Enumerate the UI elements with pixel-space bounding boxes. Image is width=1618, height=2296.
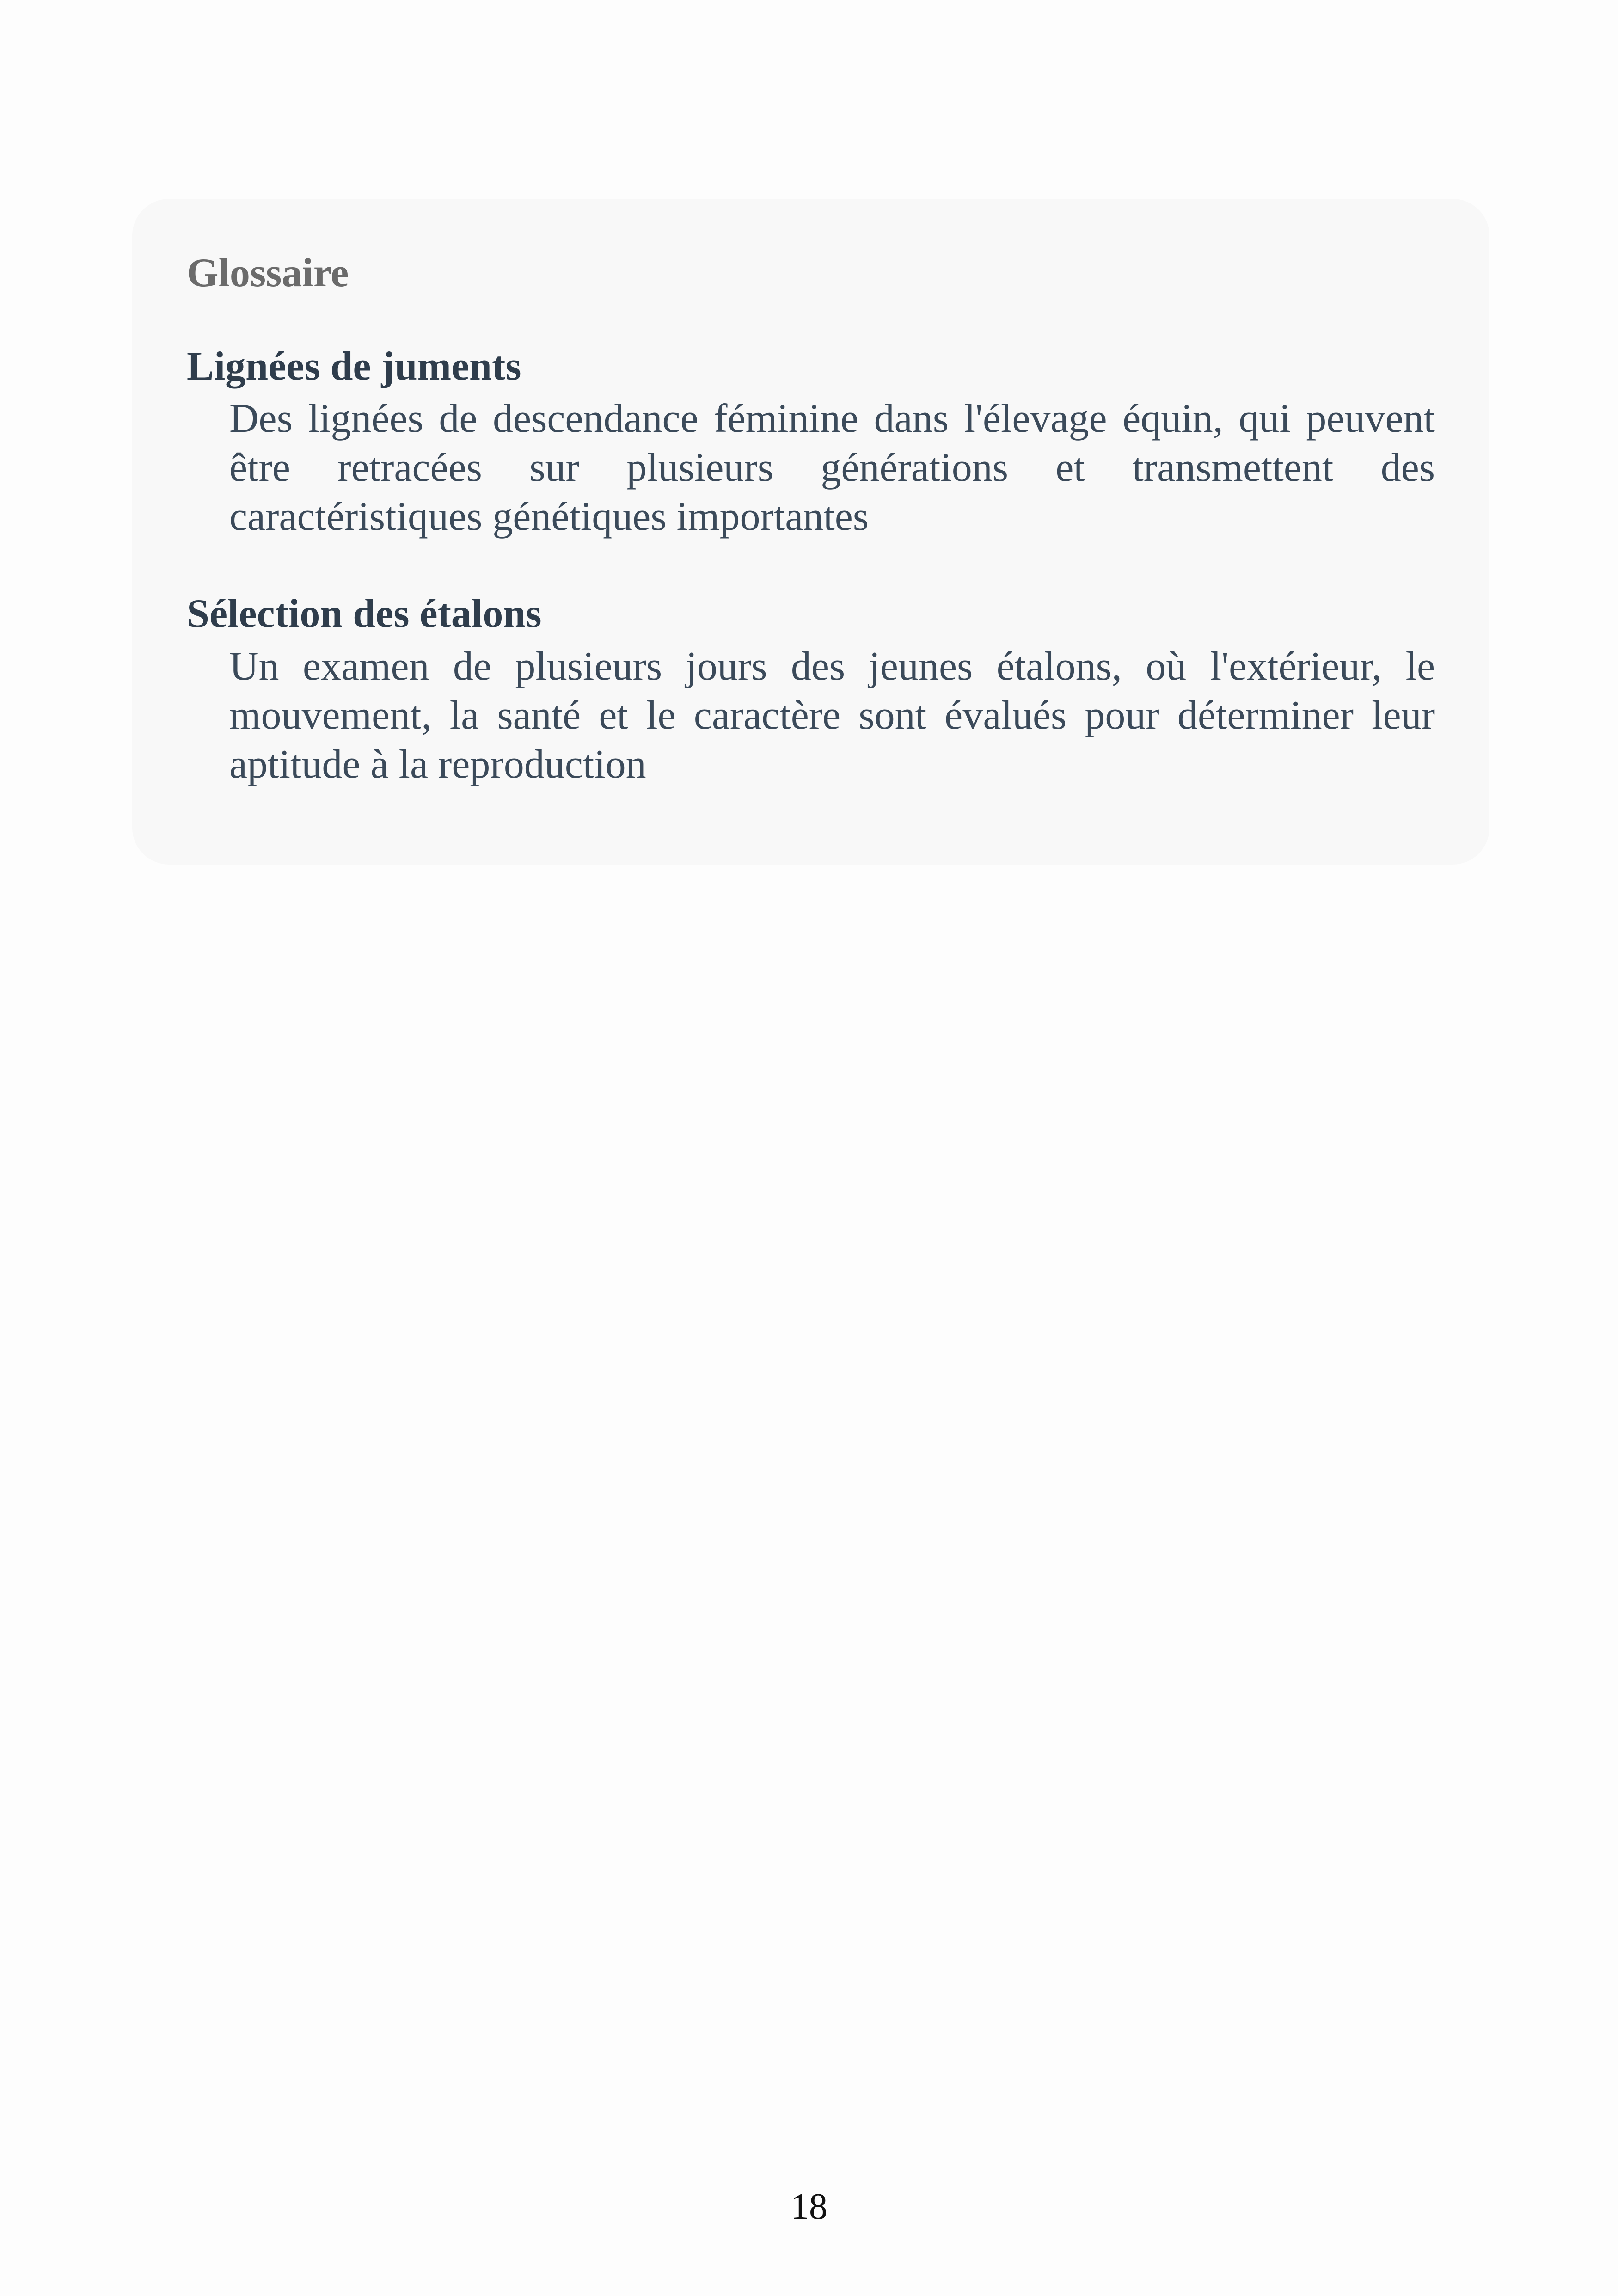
glossary-term: Lignées de juments [187,344,521,389]
glossary-entry [187,589,1435,789]
glossary-term: Sélection des étalons [187,591,542,637]
glossary-definition: Un examen de plusieurs jours des jeunes étalons, où l'extérieur, le mouvement, la santé et le caractère sont évalués pour déterminer leur aptitude à la reproduction [229,644,1435,787]
page-number: 18 [791,2186,827,2227]
glossary-entry [187,342,1435,542]
glossary-definition: Des lignées de descendance féminine dans l'élevage équin, qui peuvent être retracées sur plusieurs générations et transmettent des caractéristiques génétiques importantes [229,396,1435,540]
glossary-box [132,199,1489,865]
glossary-title: Glossaire [187,251,349,295]
